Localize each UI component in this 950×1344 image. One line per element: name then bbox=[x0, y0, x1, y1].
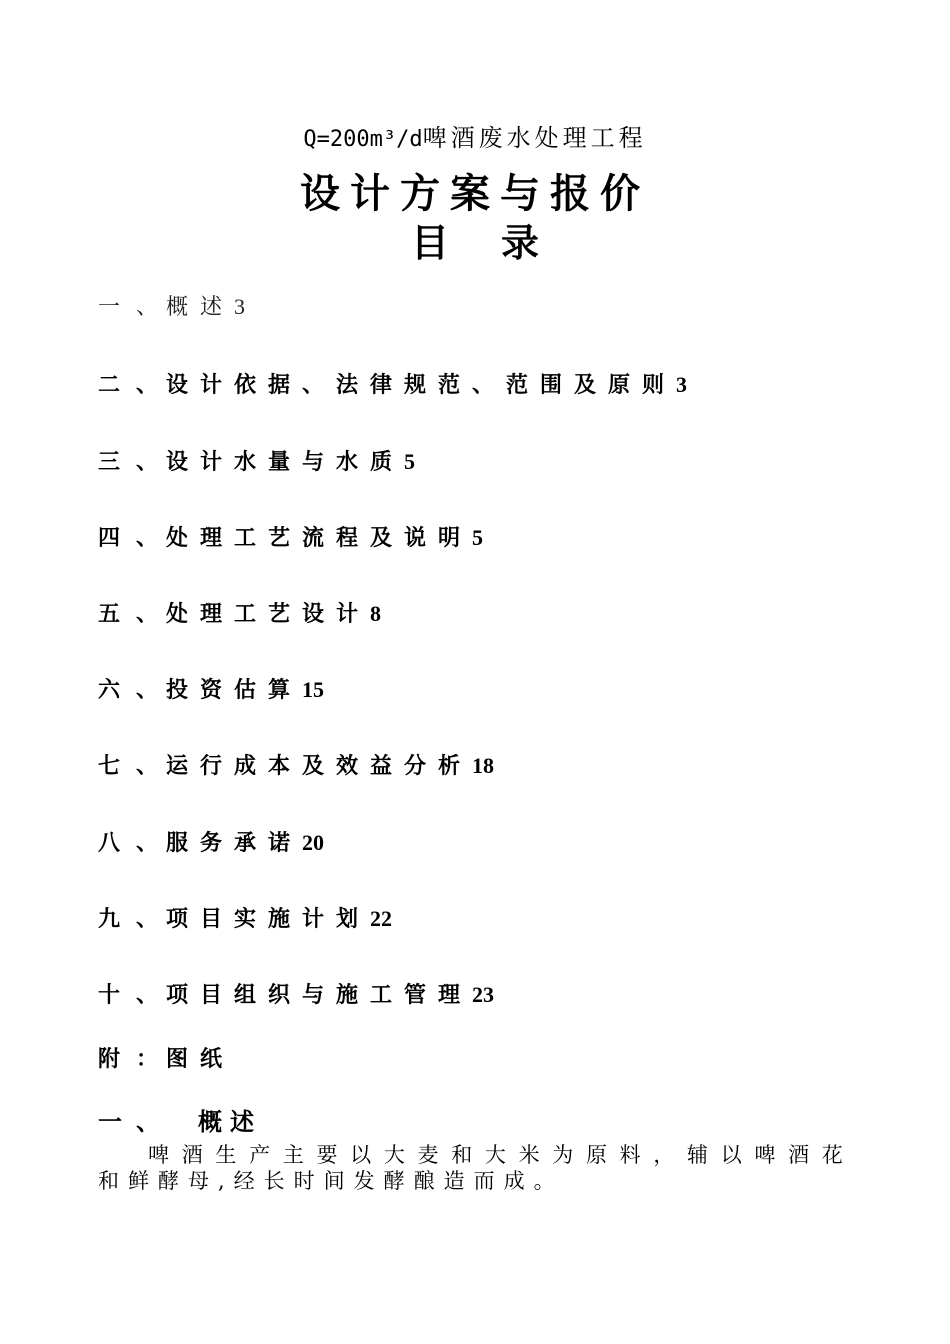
paragraph-char: 主 bbox=[282, 1143, 304, 1167]
toc-item-number: 五、 bbox=[98, 601, 175, 627]
paragraph-char: 大 bbox=[383, 1143, 405, 1167]
section-paragraph bbox=[98, 1142, 843, 1194]
paragraph-char: 大 bbox=[484, 1143, 506, 1167]
toc-item bbox=[98, 290, 245, 321]
toc-item-text: 概述 bbox=[166, 295, 235, 320]
toc-item-number: 附： bbox=[98, 1046, 175, 1072]
paragraph-line-1 bbox=[98, 1142, 843, 1168]
toc-item-text: 投资估算 bbox=[166, 677, 303, 703]
toc-item-number: 十、 bbox=[98, 982, 175, 1008]
toc-item-text: 设计水量与水质 bbox=[166, 449, 405, 475]
toc-item-number: 三、 bbox=[98, 449, 175, 475]
toc-item-number: 六、 bbox=[98, 677, 175, 703]
toc-item bbox=[98, 978, 494, 1009]
paragraph-char: 辅 bbox=[687, 1143, 708, 1167]
toc-item-text: 项目实施计划 bbox=[166, 906, 371, 932]
section-heading bbox=[98, 1102, 262, 1137]
paragraph-char: 米 bbox=[518, 1143, 540, 1167]
toc-item-number: 七、 bbox=[98, 753, 175, 779]
toc-item-page: 5 bbox=[404, 449, 416, 474]
paragraph-char: 麦 bbox=[417, 1143, 439, 1167]
paragraph-char: ， bbox=[653, 1143, 675, 1167]
paragraph-char: 以 bbox=[720, 1143, 742, 1167]
toc-item bbox=[98, 521, 483, 552]
toc-item bbox=[98, 902, 392, 933]
toc-item-page: 18 bbox=[472, 753, 495, 778]
toc-heading: 目录 bbox=[410, 220, 591, 265]
toc-item-page: 3 bbox=[234, 294, 246, 319]
toc-item-page: 5 bbox=[472, 525, 484, 550]
document-title: 设计方案与报价 bbox=[300, 170, 650, 217]
toc-item-text: 服务承诺 bbox=[166, 830, 303, 856]
toc-item-page: 20 bbox=[302, 830, 325, 855]
toc-item bbox=[98, 749, 494, 780]
toc-item bbox=[98, 445, 415, 476]
paragraph-char: 酒 bbox=[181, 1143, 203, 1167]
section-number: 一、 bbox=[98, 1107, 174, 1136]
paragraph-char: 酒 bbox=[788, 1143, 810, 1167]
paragraph-char: 要 bbox=[316, 1143, 338, 1167]
paragraph-char: 和 bbox=[451, 1143, 473, 1167]
paragraph-char: 原 bbox=[585, 1143, 607, 1167]
toc-item-text: 设计依据、法律规范、范围及原则 bbox=[166, 372, 677, 398]
paragraph-char: 啤 bbox=[148, 1143, 169, 1167]
toc-item bbox=[98, 597, 381, 628]
toc-item-text: 图纸 bbox=[166, 1046, 235, 1072]
paragraph-char: 啤 bbox=[754, 1143, 776, 1167]
toc-item bbox=[98, 826, 324, 857]
toc-item-text: 处理工艺设计 bbox=[166, 601, 371, 627]
paragraph-char: 为 bbox=[552, 1143, 574, 1167]
toc-item-page: 15 bbox=[302, 677, 325, 702]
subtitle-text: 啤酒废水处理工程 bbox=[422, 124, 647, 152]
toc-item-number: 二、 bbox=[98, 372, 175, 398]
toc-item bbox=[98, 673, 324, 704]
toc-item-number: 八、 bbox=[98, 830, 175, 856]
paragraph-char: 以 bbox=[350, 1143, 372, 1167]
toc-item-page: 8 bbox=[370, 601, 382, 626]
paragraph-char: 生 bbox=[215, 1143, 237, 1167]
paragraph-char: 产 bbox=[249, 1143, 271, 1167]
paragraph-char: 花 bbox=[821, 1143, 843, 1167]
toc-item-page: 23 bbox=[472, 982, 495, 1007]
toc-item bbox=[98, 1042, 234, 1073]
toc-item-text: 处理工艺流程及说明 bbox=[166, 525, 473, 551]
toc-item-text: 运行成本及效益分析 bbox=[166, 753, 473, 779]
toc-item-text: 项目组织与施工管理 bbox=[166, 982, 473, 1008]
toc-item-page: 22 bbox=[370, 906, 393, 931]
paragraph-char: 料 bbox=[619, 1143, 641, 1167]
toc-item-number: 一、 bbox=[98, 295, 175, 320]
section-title: 概述 bbox=[198, 1107, 262, 1136]
document-subtitle bbox=[0, 118, 950, 153]
toc-item bbox=[98, 368, 687, 399]
paragraph-line-2: 和鲜酵母,经长时间发酵酿造而成。 bbox=[98, 1169, 564, 1193]
toc-item-number: 四、 bbox=[98, 525, 175, 551]
toc-item-number: 九、 bbox=[98, 906, 175, 932]
toc-item-page: 3 bbox=[676, 372, 688, 397]
subtitle-prefix: Q=200m³/d bbox=[303, 127, 423, 152]
